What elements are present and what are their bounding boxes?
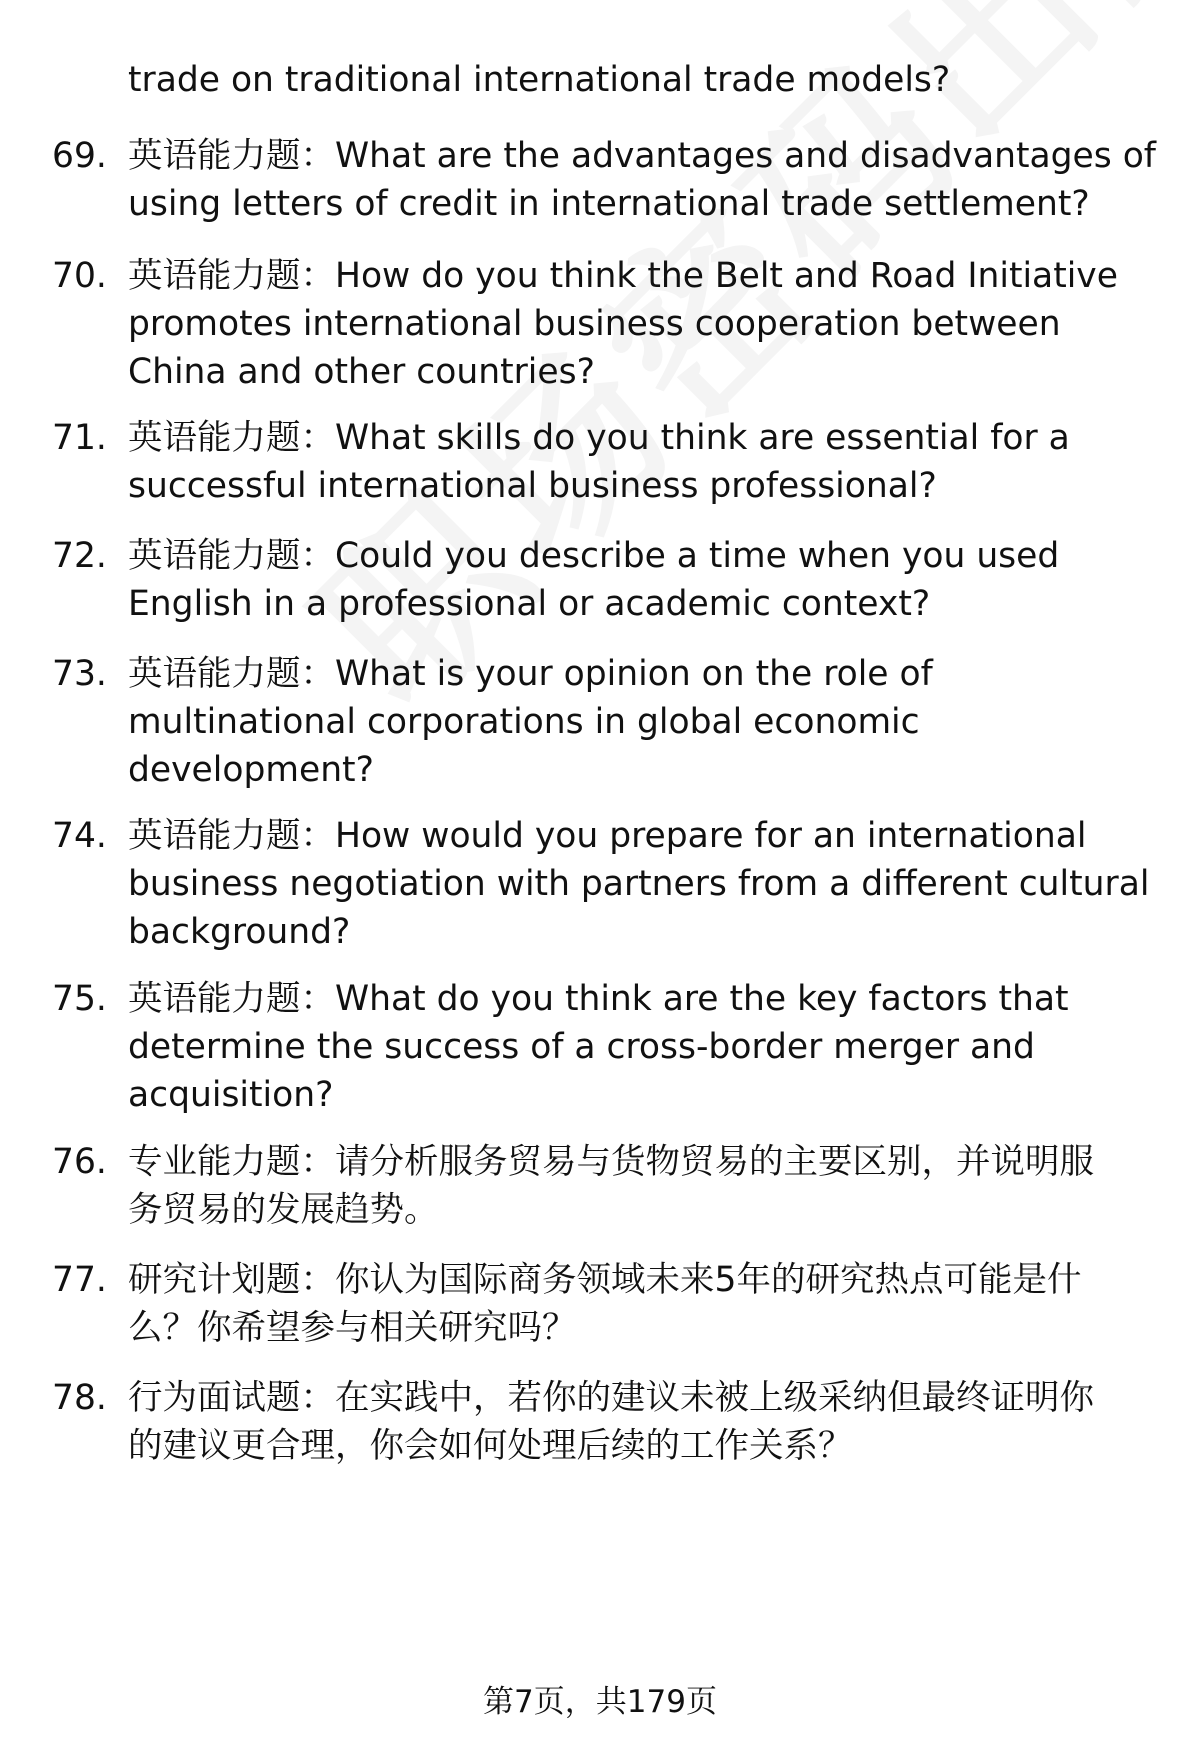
question-line: English in a professional or academic context? xyxy=(128,584,931,624)
question-text xyxy=(128,975,1158,1119)
question-text xyxy=(128,1138,1158,1234)
question-text xyxy=(128,532,1158,628)
question-number: 72. xyxy=(52,536,107,576)
question-line: development? xyxy=(128,750,374,790)
question-line: 英语能力题：How would you prepare for an international xyxy=(128,816,1087,856)
question-text xyxy=(128,132,1158,228)
question-line: acquisition? xyxy=(128,1075,334,1115)
question-line: 的建议更合理，你会如何处理后续的工作关系？ xyxy=(128,1426,853,1466)
question-line: successful international business professional? xyxy=(128,466,937,506)
continuation-line: trade on traditional international trade models? xyxy=(128,60,951,100)
question-line: 英语能力题：What do you think are the key factors that xyxy=(128,979,1069,1019)
question-text xyxy=(128,1374,1158,1470)
question-number: 78. xyxy=(52,1378,107,1418)
question-line: multinational corporations in global economic xyxy=(128,702,920,742)
question-line: 行为面试题：在实践中，若你的建议未被上级采纳但最终证明你 xyxy=(128,1378,1094,1418)
question-line: China and other countries? xyxy=(128,352,595,392)
question-text xyxy=(128,650,1158,794)
question-number: 70. xyxy=(52,256,107,296)
page-footer: 第7页，共179页 xyxy=(483,1684,717,1720)
question-line: background? xyxy=(128,912,351,952)
question-number: 74. xyxy=(52,816,107,856)
question-text xyxy=(128,414,1158,510)
question-line: 研究计划题：你认为国际商务领域未来5年的研究热点可能是什 xyxy=(128,1260,1082,1300)
question-number: 73. xyxy=(52,654,107,694)
question-line: 英语能力题：How do you think the Belt and Road Initiative xyxy=(128,256,1118,296)
question-line: 务贸易的发展趋势。 xyxy=(128,1190,439,1230)
question-line: 英语能力题：Could you describe a time when you used xyxy=(128,536,1060,576)
question-line: promotes international business cooperation between xyxy=(128,304,1061,344)
question-number: 76. xyxy=(52,1142,107,1182)
question-text xyxy=(128,1256,1158,1352)
question-number: 71. xyxy=(52,418,107,458)
question-number: 69. xyxy=(52,136,107,176)
question-line: using letters of credit in international trade settlement? xyxy=(128,184,1090,224)
question-line: 英语能力题：What are the advantages and disadvantages of xyxy=(128,136,1156,176)
question-line: 英语能力题：What is your opinion on the role of xyxy=(128,654,933,694)
question-line: 么？你希望参与相关研究吗？ xyxy=(128,1308,577,1348)
question-text xyxy=(128,812,1158,956)
question-line: 专业能力题：请分析服务贸易与货物贸易的主要区别，并说明服 xyxy=(128,1142,1094,1182)
question-line: 英语能力题：What skills do you think are essential for a xyxy=(128,418,1070,458)
question-number: 75. xyxy=(52,979,107,1019)
question-line: determine the success of a cross-border merger and xyxy=(128,1027,1035,1067)
question-number: 77. xyxy=(52,1260,107,1300)
question-text xyxy=(128,252,1158,396)
question-line: business negotiation with partners from a different cultural xyxy=(128,864,1150,904)
